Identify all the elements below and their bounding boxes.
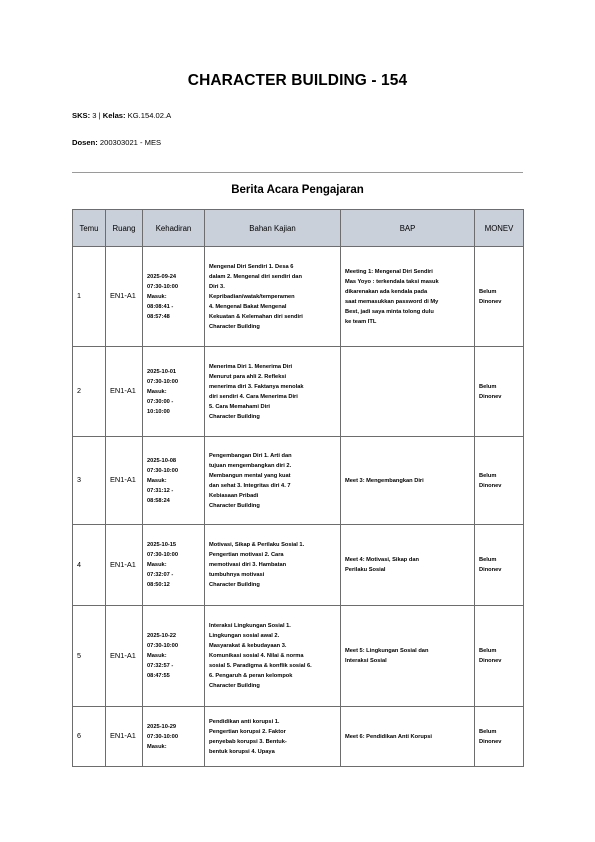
cell-bahan-kajian-line: Interaksi Lingkungan Sosial 1.: [209, 623, 291, 629]
cell-bap: [341, 707, 475, 767]
cell-monev-line: Dinonev: [479, 738, 502, 745]
cell-monev-line: Dinonev: [479, 658, 502, 664]
cell-ruang: EN1-A1: [106, 247, 143, 347]
cell-monev-line: Dinonev: [479, 298, 502, 305]
cell-monev: [475, 347, 524, 437]
cell-kehadiran-line: 08:50:12: [147, 582, 170, 588]
cell-kehadiran-line: 08:08:41 -: [147, 303, 174, 310]
cell-bahan-kajian-line: Menerima Diri 1. Menerima Diri: [209, 363, 293, 370]
cell-bahan-kajian-line: Membangun mental yang kuat: [209, 472, 291, 479]
cell-kehadiran: [143, 247, 205, 347]
cell-monev: [475, 525, 524, 606]
cell-monev-line: Dinonev: [479, 567, 502, 573]
cell-kehadiran-line: 07:30-10:00: [147, 643, 178, 649]
sks-label: SKS:: [72, 111, 91, 120]
cell-bap-line: Interaksi Sosial: [345, 658, 387, 664]
header-ruang: Ruang: [106, 210, 143, 247]
cell-monev: [475, 707, 524, 767]
cell-temu: 2: [73, 347, 106, 437]
dosen-value: 200303021 - MES: [99, 138, 162, 147]
cell-temu: 3: [73, 437, 106, 525]
cell-kehadiran-line: 07:31:12 -: [147, 487, 174, 494]
cell-kehadiran: [143, 606, 205, 707]
cell-bahan-kajian-line: Menurut para ahli 2. Refleksi: [209, 373, 287, 380]
cell-monev-line: Belum: [479, 728, 497, 735]
cell-kehadiran: [143, 525, 205, 606]
cell-bahan-kajian-line: Kebiasaan Pribadi: [209, 492, 259, 499]
cell-bahan-kajian-line: dalam 2. Mengenal diri sendiri dan: [209, 273, 302, 280]
cell-monev-line: Belum: [479, 472, 497, 479]
cell-bap-line: Best, jadi saya minta tolong dulu: [345, 308, 434, 315]
cell-bap-line: Mas Yoyo : terkendala taksi masuk: [345, 278, 439, 285]
cell-kehadiran-line: Masuk:: [147, 388, 167, 395]
cell-kehadiran-line: 2025-10-01: [147, 368, 177, 375]
section-title: Berita Acara Pengajaran: [231, 184, 364, 196]
cell-bahan-kajian-line: Komunikasi sosial 4. Nilai & norma: [209, 653, 304, 659]
header-kehadiran: Kehadiran: [143, 210, 205, 247]
cell-kehadiran-line: 2025-10-15: [147, 542, 177, 548]
divider: [72, 172, 523, 173]
cell-temu: 6: [73, 707, 106, 767]
cell-kehadiran-line: Masuk:: [147, 743, 167, 750]
cell-bahan-kajian-line: 6. Pengaruh & peran kelompok: [209, 673, 293, 679]
cell-kehadiran-line: 07:32:07 -: [147, 572, 174, 578]
cell-monev-line: Belum: [479, 557, 497, 563]
header-monev: MONEV: [475, 210, 524, 247]
cell-kehadiran-line: 08:47:55: [147, 673, 170, 679]
teaching-log-table: [72, 209, 524, 767]
table-row: [73, 606, 524, 707]
cell-bahan-kajian-line: Kepribadian/watak/temperamen: [209, 293, 295, 300]
cell-kehadiran-line: Masuk:: [147, 562, 167, 568]
table-row: [73, 347, 524, 437]
cell-bahan-kajian-line: 4. Mengenal Bakat Mengenal: [209, 303, 287, 310]
cell-monev: [475, 247, 524, 347]
sks-value: 3: [92, 111, 97, 120]
cell-bahan-kajian-line: 5. Cara Memahami Diri: [209, 403, 271, 410]
kelas-label: Kelas:: [102, 111, 126, 120]
cell-bahan-kajian-line: Mengenal Diri Sendiri 1. Desa 6: [209, 263, 294, 270]
cell-bahan-kajian: [205, 707, 341, 767]
cell-kehadiran-line: 07:30-10:00: [147, 552, 178, 558]
cell-bahan-kajian-line: Character Building: [209, 582, 260, 588]
cell-bap: [341, 606, 475, 707]
cell-kehadiran-line: 2025-10-22: [147, 633, 177, 639]
cell-kehadiran-line: 10:10:00: [147, 408, 170, 415]
page-title: CHARACTER BUILDING - 154: [187, 72, 408, 89]
cell-bap-line: Meet 5: Lingkungan Sosial dan: [345, 648, 429, 654]
cell-bahan-kajian-line: memotivasi diri 3. Hambatan: [209, 562, 287, 568]
table-header-row: [73, 210, 524, 247]
cell-kehadiran-line: 2025-10-08: [147, 457, 177, 464]
table-row: [73, 707, 524, 767]
cell-bahan-kajian: [205, 606, 341, 707]
cell-bahan-kajian-line: tumbuhnya motivasi: [209, 572, 265, 578]
cell-bahan-kajian-line: Character Building: [209, 502, 260, 509]
cell-monev-line: Belum: [479, 288, 497, 295]
cell-bahan-kajian: [205, 347, 341, 437]
cell-monev-line: Dinonev: [479, 393, 502, 400]
cell-monev: [475, 437, 524, 525]
header-temu: Temu: [73, 210, 106, 247]
course-info: [72, 111, 171, 120]
cell-bap-line: Meet 6: Pendidikan Anti Korupsi: [345, 733, 433, 740]
cell-ruang: EN1-A1: [106, 707, 143, 767]
cell-bahan-kajian-line: Lingkungan sosial awal 2.: [209, 633, 280, 639]
cell-kehadiran-line: 08:58:24: [147, 497, 170, 504]
cell-bap: [341, 347, 475, 437]
cell-bahan-kajian-line: Pengembangan Diri 1. Arti dan: [209, 452, 292, 459]
table-row: [73, 437, 524, 525]
cell-monev-line: Belum: [479, 383, 497, 390]
cell-bahan-kajian-line: Pengertian korupsi 2. Faktor: [209, 728, 286, 735]
cell-kehadiran-line: Masuk:: [147, 653, 167, 659]
cell-bahan-kajian: [205, 437, 341, 525]
cell-bap-line: Meeting 1: Mengenal Diri Sendiri: [345, 268, 433, 275]
cell-bap: [341, 525, 475, 606]
cell-kehadiran-line: 2025-10-29: [147, 723, 177, 730]
cell-bap-line: Meet 4: Motivasi, Sikap dan: [345, 557, 419, 563]
cell-monev: [475, 606, 524, 707]
cell-bahan-kajian-line: Pendidikan anti korupsi 1.: [209, 718, 280, 725]
cell-kehadiran-line: 2025-09-24: [147, 273, 177, 280]
separator: |: [98, 111, 101, 120]
lecturer-info: [72, 138, 161, 147]
cell-kehadiran: [143, 437, 205, 525]
cell-kehadiran-line: 07:30:00 -: [147, 398, 174, 405]
cell-monev-line: Dinonev: [479, 482, 502, 489]
header-bahan-kajian: Bahan Kajian: [205, 210, 341, 247]
cell-kehadiran-line: Masuk:: [147, 477, 167, 484]
cell-bahan-kajian: [205, 525, 341, 606]
cell-kehadiran: [143, 347, 205, 437]
cell-bahan-kajian-line: diri sendiri 4. Cara Menerima Diri: [209, 393, 298, 400]
table-row: [73, 247, 524, 347]
cell-kehadiran-line: 08:57:48: [147, 313, 170, 320]
cell-temu: 4: [73, 525, 106, 606]
cell-bap: [341, 437, 475, 525]
cell-bap-line: dikarenakan ada kendala pada: [345, 288, 428, 295]
cell-temu: 5: [73, 606, 106, 707]
cell-ruang: EN1-A1: [106, 525, 143, 606]
cell-bap-line: Perilaku Sosial: [345, 567, 386, 573]
cell-kehadiran-line: Masuk:: [147, 293, 167, 300]
cell-bap-line: ke team ITL: [345, 318, 377, 325]
cell-bahan-kajian-line: bentuk korupsi 4. Upaya: [209, 748, 275, 755]
cell-bap-line: saat memasukkan password di My: [345, 298, 439, 305]
cell-bahan-kajian-line: tujuan mengembangkan diri 2.: [209, 462, 292, 469]
cell-bahan-kajian-line: Masyarakat & kebudayaan 3.: [209, 643, 287, 649]
cell-kehadiran: [143, 707, 205, 767]
cell-bahan-kajian: [205, 247, 341, 347]
cell-temu: 1: [73, 247, 106, 347]
cell-kehadiran-line: 07:30-10:00: [147, 733, 178, 740]
kelas-value: KG.154.02.A: [127, 111, 172, 120]
cell-bahan-kajian-line: Motivasi, Sikap & Perilaku Sosial 1.: [209, 542, 305, 548]
cell-bahan-kajian-line: Pengertian motivasi 2. Cara: [209, 552, 284, 558]
cell-bahan-kajian-line: dan sehat 3. Integritas diri 4. 7: [209, 482, 291, 489]
cell-ruang: EN1-A1: [106, 347, 143, 437]
dosen-label: Dosen:: [72, 138, 98, 147]
cell-bahan-kajian-line: sosial 5. Paradigma & konflik sosial 6.: [209, 663, 312, 669]
cell-bap: [341, 247, 475, 347]
cell-bahan-kajian-line: penyebab korupsi 3. Bentuk-: [209, 738, 287, 745]
cell-bahan-kajian-line: menerima diri 3. Faktanya menolak: [209, 383, 304, 390]
cell-ruang: EN1-A1: [106, 437, 143, 525]
cell-bahan-kajian-line: Character Building: [209, 683, 260, 689]
cell-bahan-kajian-line: Diri 3.: [209, 283, 225, 290]
cell-ruang: EN1-A1: [106, 606, 143, 707]
cell-kehadiran-line: 07:30-10:00: [147, 467, 178, 474]
cell-bahan-kajian-line: Character Building: [209, 413, 260, 420]
cell-kehadiran-line: 07:30-10:00: [147, 283, 178, 290]
cell-kehadiran-line: 07:32:57 -: [147, 663, 174, 669]
cell-bahan-kajian-line: Character Building: [209, 323, 260, 330]
table-row: [73, 525, 524, 606]
cell-kehadiran-line: 07:30-10:00: [147, 378, 178, 385]
header-bap: BAP: [341, 210, 475, 247]
cell-bahan-kajian-line: Kekuatan & Kelemahan diri sendiri: [209, 313, 303, 320]
cell-monev-line: Belum: [479, 648, 497, 654]
cell-bap-line: Meet 3: Mengembangkan Diri: [345, 477, 424, 484]
